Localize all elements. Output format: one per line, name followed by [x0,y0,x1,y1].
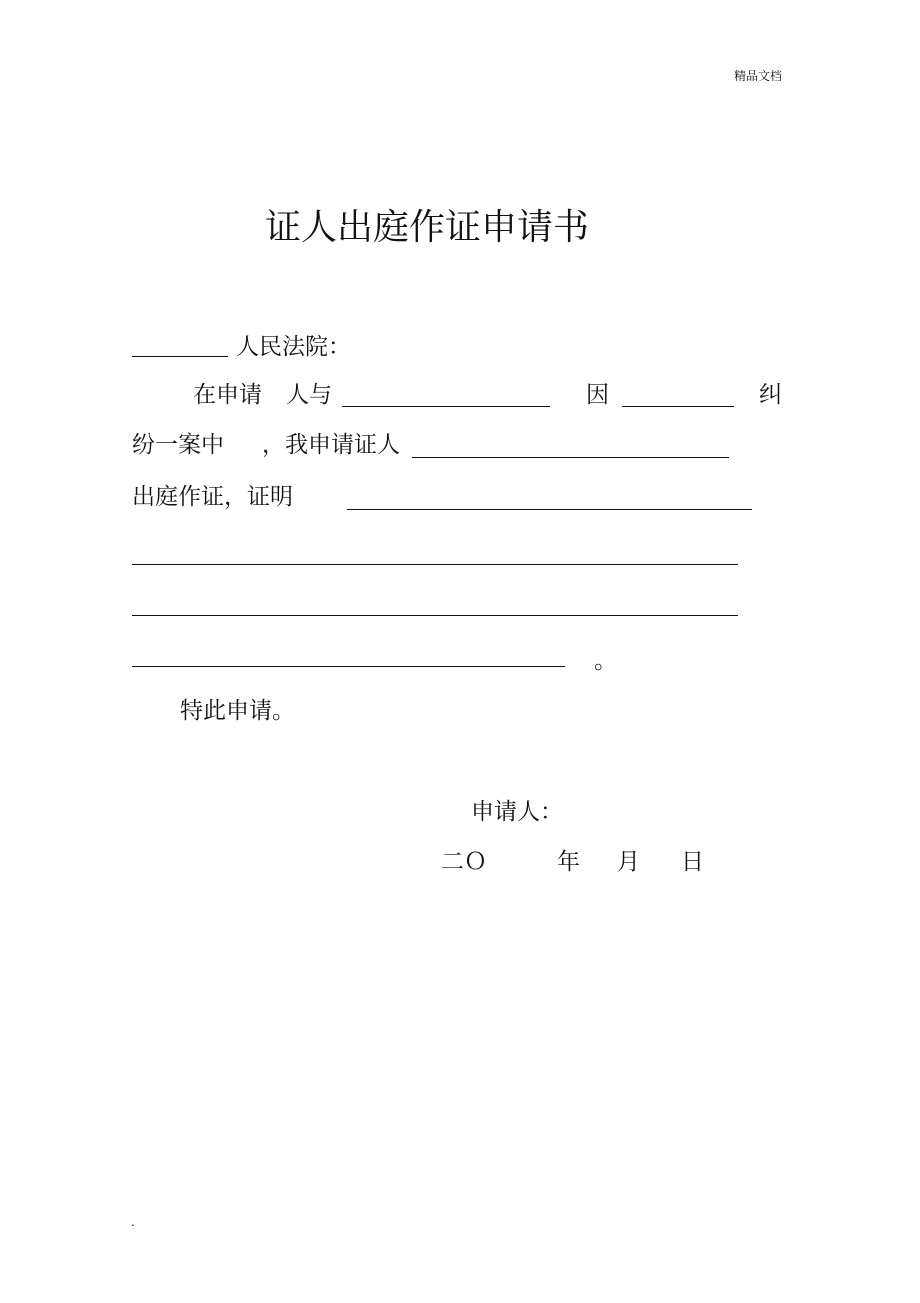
addressee-suffix: 人民法院： [236,334,351,360]
paragraph-line2-prefix: 纷一案中 [132,432,224,458]
paragraph-line1-party: 人与 [286,382,332,408]
court-name-blank[interactable] [132,356,228,357]
applicant-label: 申请人： [471,799,563,825]
paragraph-ending-mark: 。 [594,648,617,674]
footer-mark: . [131,1215,135,1229]
page-header-label: 精品文档 [734,69,783,83]
testimony-blank-2[interactable] [132,564,738,565]
dispute-type-blank[interactable] [622,406,734,407]
testimony-blank-3[interactable] [132,615,738,616]
date-month-label: 月 [617,849,640,875]
paragraph-line2-rest: ，我申请证人 [262,432,400,458]
paragraph-line1-end: 纠 [759,382,782,408]
date-prefix: 二Ｏ [441,849,487,875]
opposing-party-blank[interactable] [342,406,550,407]
paragraph-line1-prefix: 在申请 [193,382,262,408]
document-title: 证人出庭作证申请书 [265,207,590,248]
witness-name-blank[interactable] [412,457,729,458]
date-day-label: 日 [681,849,704,875]
paragraph-line3-prefix: 出庭作证，证明 [132,484,293,510]
closing-text: 特此申请。 [180,698,295,724]
testimony-blank-1[interactable] [347,509,752,510]
testimony-blank-4[interactable] [132,666,565,667]
paragraph-line1-cause: 因 [586,382,609,408]
date-year-label: 年 [557,849,580,875]
